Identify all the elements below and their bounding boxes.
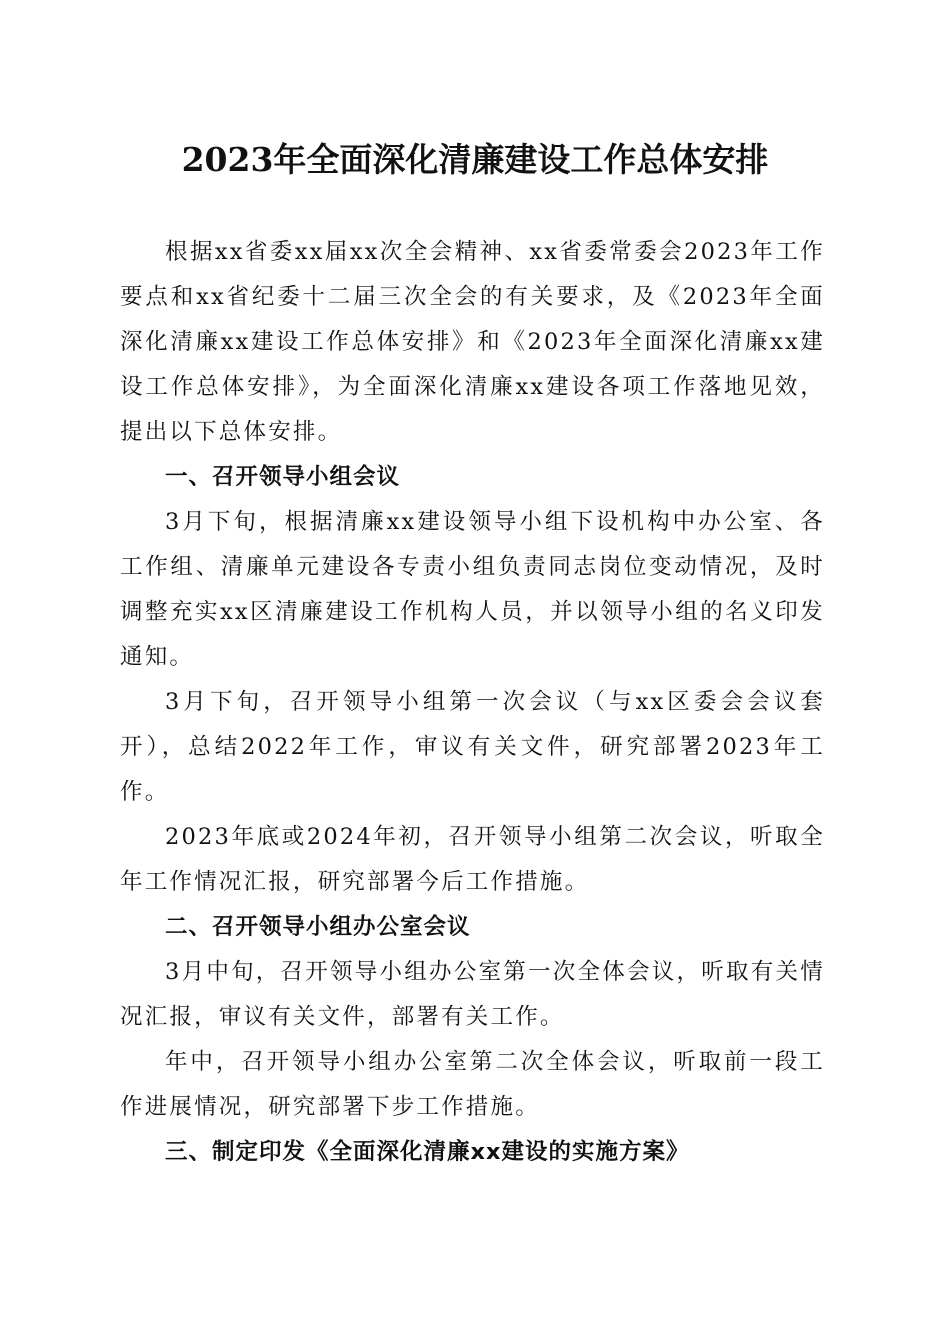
section-2-paragraph-1: 3月中旬，召开领导小组办公室第一次全体会议，听取有关情况汇报，审议有关文件，部署有关工作。 xyxy=(120,959,825,1030)
document-title: 2023年全面深化清廉建设工作总体安排 xyxy=(181,140,769,179)
section-2-paragraph-2: 年中，召开领导小组办公室第二次全体会议，听取前一段工作进展情况，研究部署下步工作措施。 xyxy=(120,1049,825,1120)
section-heading-1: 一、召开领导小组会议 xyxy=(165,464,401,490)
section-heading-3: 三、制定印发《全面深化清廉xx建设的实施方案》 xyxy=(165,1139,690,1165)
intro-paragraph: 根据xx省委xx届xx次全会精神、xx省委常委会2023年工作要点和xx省纪委十二届三次全会的有关要求，及《2023年全面深化清廉xx建设工作总体安排》和《2023年全面深化清廉xx建设工作总体安排》，为全面深化清廉xx建设各项工作落地见效，提出以下总体安排。 xyxy=(120,239,825,445)
section-1-paragraph-1: 3月下旬，根据清廉xx建设领导小组下设机构中办公室、各工作组、清廉单元建设各专责小组负责同志岗位变动情况，及时调整充实xx区清廉建设工作机构人员，并以领导小组的名义印发通知。 xyxy=(120,509,825,670)
section-1-paragraph-2: 3月下旬，召开领导小组第一次会议（与xx区委会会议套开），总结2022年工作，审议有关文件，研究部署2023年工作。 xyxy=(120,689,825,805)
section-heading-2: 二、召开领导小组办公室会议 xyxy=(165,914,471,940)
section-1-paragraph-3: 2023年底或2024年初，召开领导小组第二次会议，听取全年工作情况汇报，研究部署今后工作措施。 xyxy=(120,824,825,895)
document-body xyxy=(120,230,825,1175)
